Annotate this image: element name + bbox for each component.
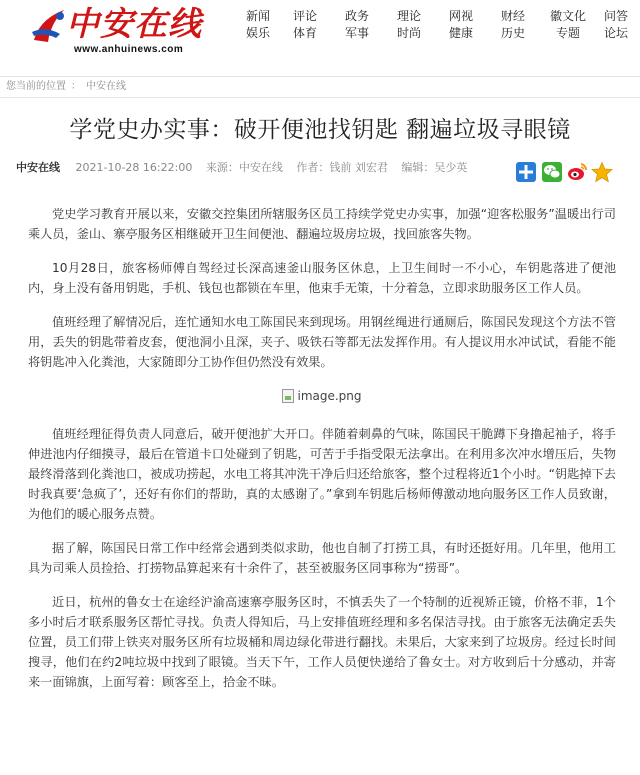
logo-mark-icon — [30, 6, 68, 46]
nav-item-health[interactable]: 健康 — [448, 26, 473, 40]
breadcrumb-current[interactable]: 中安在线 — [86, 81, 126, 92]
nav-item-video[interactable]: 网视 — [448, 9, 473, 23]
article-paragraph: 值班经理征得负责人同意后，破开便池扩大开口。伴随着刺鼻的气味，陈国民干脆蹲下身撸起袖子，将手伸进池内仔细摸寻，最后在管道卡口处碰到了钥匙，可苦于手指受限无法拿出。在利用多次冲水增压后，失物最终滑落到化粪池口，被成功捞起，水电工将其冲洗干净后归还给旅客，整个过程将近1个小时。“钥匙掉下去时我真要‘急疯了’，还好有你们的帮助，真的太感谢了。”拿到车钥匙后杨师傅激动地向服务区工作人员致谢，为他们的暖心服务点赞。 — [28, 427, 616, 521]
nav-item-military[interactable]: 军事 — [344, 26, 369, 40]
nav-column — [240, 8, 276, 42]
article-source: 来源：中安在线 — [205, 161, 283, 174]
article-paragraph: 据了解，陈国民日常工作中经常会遇到类似求助，他也自制了打捞工具，有时还挺好用。几年里，他用工具为司乘人员捡拾、打捞物品算起来有十余件了，甚至被服务区同事称为“捞哥”。 — [28, 541, 616, 575]
nav-item-forum[interactable]: 论坛 — [603, 26, 628, 40]
nav-column — [495, 8, 531, 42]
article-image — [28, 386, 616, 410]
add-share-icon[interactable] — [515, 161, 537, 183]
nav-item-fashion[interactable]: 时尚 — [396, 26, 421, 40]
article-paragraph: 党史学习教育开展以来，安徽交控集团所辖服务区员工持续学党史办实事，加强“迎客松服务”温暖出行司乘人员，釜山、寨亭服务区相继破开卫生间便池、翻遍垃圾房垃圾，找回旅客失物。 — [28, 207, 616, 241]
weibo-icon[interactable] — [566, 161, 588, 183]
site-logo[interactable] — [30, 2, 200, 64]
publish-date: 2021-10-28 16:22:00 — [75, 161, 193, 174]
site-header — [0, 0, 640, 72]
nav-column — [287, 8, 323, 42]
nav-item-theory[interactable]: 理论 — [396, 9, 421, 23]
source-logo: 中安在线 — [16, 161, 60, 174]
article-body — [28, 204, 616, 706]
broken-image — [282, 386, 361, 406]
image-alt-text: image.png — [297, 389, 362, 403]
image-icon — [282, 389, 294, 403]
nav-item-history[interactable]: 历史 — [500, 26, 525, 40]
nav-column — [339, 8, 375, 42]
favorite-star-icon[interactable] — [591, 161, 613, 183]
nav-column — [391, 8, 427, 42]
article-paragraph: 近日，杭州的鲁女士在途经沪渝高速寨亭服务区时，不慎丢失了一个特制的近视矫正镜，价格不菲，1个多小时后才联系服务区帮忙寻找。负责人得知后，马上安排值班经理和多名保洁寻找。由于旅客无法确定丢失位置，员工们带上铁夹对服务区所有垃圾桶和周边绿化带进行翻找。未果后，大家来到了垃圾房。经过长时间搜寻，他们在约2吨垃圾中找到了眼镜。当天下午，工作人员便快递给了鲁女士。对方收到后十分感动，并寄来一面锦旗，上面写着：顾客至上，拾金不昧。 — [28, 595, 616, 689]
nav-item-government[interactable]: 政务 — [344, 9, 369, 23]
article-paragraph: 值班经理了解情况后，连忙通知水电工陈国民来到现场。用钢丝绳进行通厕后，陈国民发现这个方法不管用，丢失的钥匙带着皮套，便池洞小且深，夹子、吸铁石等都无法发挥作用。有人提议用水冲试试，看能不能将钥匙冲入化粪池，大家随即分工协作但仍然没有效果。 — [28, 315, 616, 369]
breadcrumb-separator: ： — [71, 81, 81, 92]
article-meta — [16, 160, 467, 176]
breadcrumb — [0, 76, 640, 98]
nav-column — [598, 8, 634, 42]
nav-item-entertainment[interactable]: 娱乐 — [245, 26, 270, 40]
nav-item-qa[interactable]: 问答 — [603, 9, 628, 23]
nav-item-finance[interactable]: 财经 — [500, 9, 525, 23]
article-editor: 编辑：吴少英 — [401, 161, 468, 174]
nav-item-hui-culture[interactable]: 徽文化 — [549, 9, 586, 23]
nav-item-commentary[interactable]: 评论 — [292, 9, 317, 23]
nav-item-special[interactable]: 专题 — [555, 26, 580, 40]
logo-url: www.anhuinews.com — [74, 44, 184, 55]
nav-item-sports[interactable]: 体育 — [292, 26, 317, 40]
logo-title: 中安在线 — [66, 4, 202, 43]
breadcrumb-label: 您当前的位置 — [6, 81, 66, 92]
nav-column — [546, 8, 590, 42]
article-paragraph: 10月28日，旅客杨师傅自驾经过长深高速釜山服务区休息，上卫生间时一不小心，车钥匙落进了便池内，身上没有备用钥匙，手机、钱包也都锁在车里，他束手无策，十分着急，立即求助服务区工作人员。 — [28, 261, 616, 295]
nav-column — [443, 8, 479, 42]
wechat-icon[interactable] — [541, 161, 563, 183]
nav-item-news[interactable]: 新闻 — [245, 9, 270, 23]
article-title: 学党史办实事：破开便池找钥匙 翻遍垃圾寻眼镜 — [69, 117, 571, 143]
article-author: 作者：钱前 刘宏君 — [296, 161, 388, 174]
